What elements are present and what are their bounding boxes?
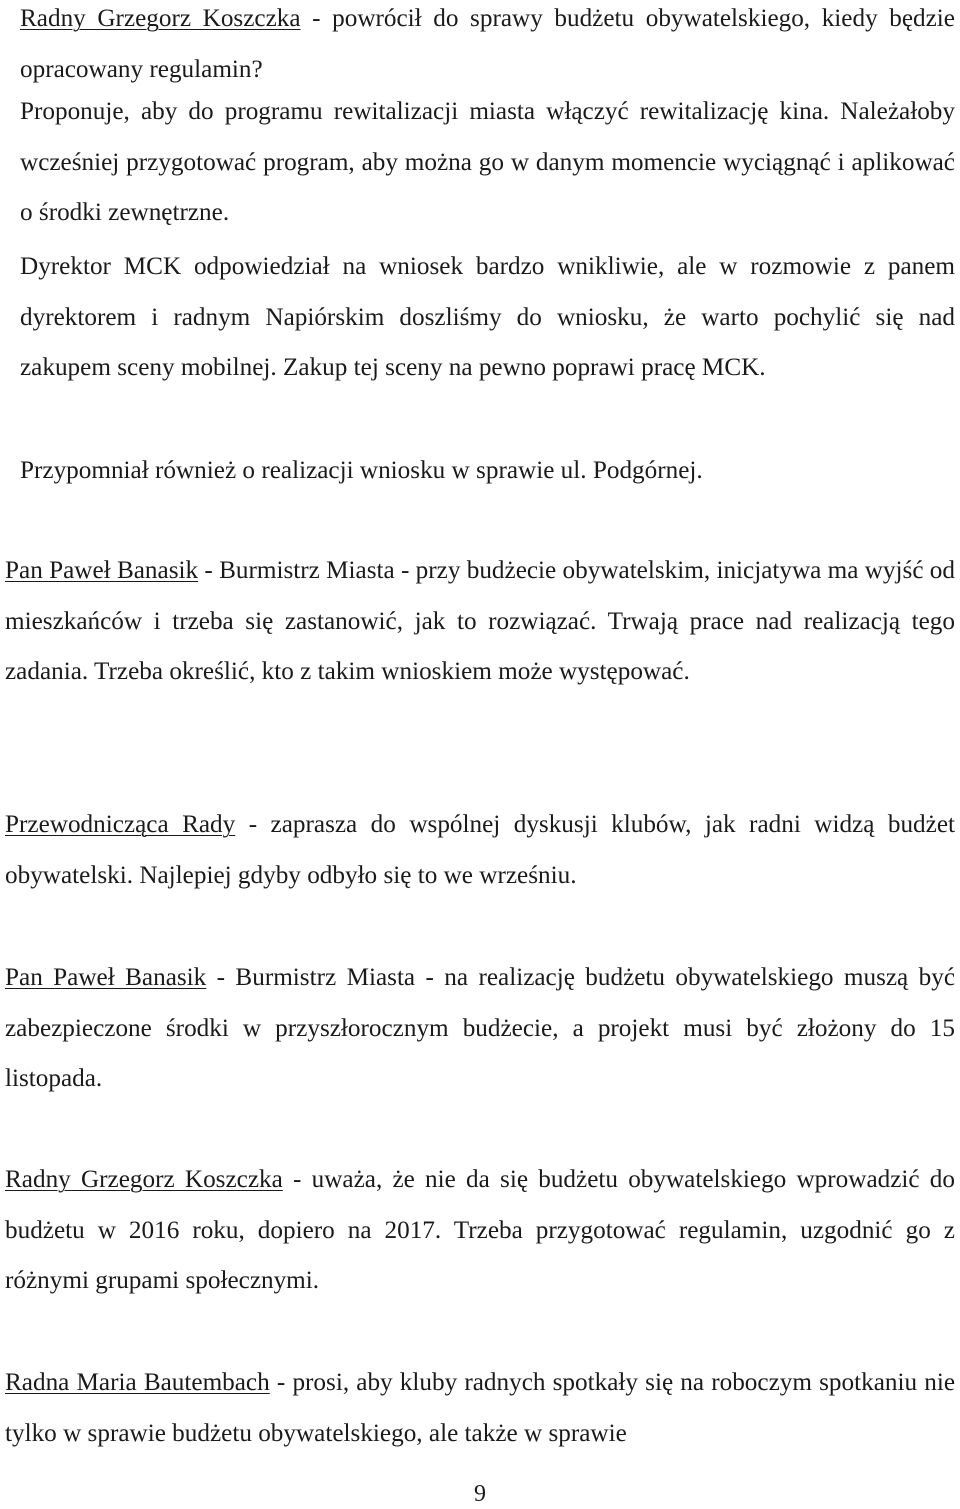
paragraph-text: - powrócił do sprawy budżetu obywatelskiego, kiedy będzie opracowany regulamin? <box>20 5 955 83</box>
paragraph-text: - uważa, że nie da się budżetu obywatelskiego wprowadzić do budżetu w 2016 roku, dopiero na 2017. Trzeba przygotować regulamin, uzgodnić go z różnymi grupami społecznymi. <box>5 1166 955 1295</box>
speaker-name: Radna Maria Bautembach <box>5 1369 270 1396</box>
speaker-name: Pan Paweł Banasik <box>5 557 199 584</box>
paragraph-text: Przypomniał również o realizacji wniosku w sprawie ul. Podgórnej. <box>20 457 703 484</box>
paragraph-text: - prosi, aby kluby radnych spotkały się na roboczym spotkaniu nie tylko w sprawie budżetu obywatelskiego, ale także w sprawie <box>5 1369 955 1447</box>
speaker-name: Pan Paweł Banasik <box>5 964 207 991</box>
paragraph <box>5 1358 955 1459</box>
paragraph-text: Proponuje, aby do programu rewitalizacji miasta włączyć rewitalizację kina. Należałoby wcześniej przygotować program, aby można go w danym momencie wyciągnąć i aplikować o środki zewnętrzne. <box>20 98 955 227</box>
paragraph-text: - Burmistrz Miasta - na realizację budżetu obywatelskiego muszą być zabezpieczone środki w przyszłorocznym budżecie, a projekt musi być złożony do 15 listopada. <box>5 964 955 1093</box>
paragraph <box>5 953 955 1105</box>
paragraph <box>20 242 955 394</box>
speaker-name: Przewodnicząca Rady <box>5 811 236 838</box>
paragraph <box>20 0 955 95</box>
paragraph <box>5 800 955 901</box>
paragraph-text: - zaprasza do wspólnej dyskusji klubów, jak radni widzą budżet obywatelski. Najlepiej gdyby odbyło się to we wrześniu. <box>5 811 955 889</box>
paragraph-text: - Burmistrz Miasta - przy budżecie obywatelskim, inicjatywa ma wyjść od mieszkańców i trzeba się zastanowić, jak to rozwiązać. Trwają prace nad realizacją tego zadania. Trzeba określić, kto z takim wnioskiem może występować. <box>5 557 955 686</box>
page-number: 9 <box>474 1481 486 1507</box>
speaker-name: Radny Grzegorz Koszczka <box>5 1166 283 1193</box>
paragraph-text: Dyrektor MCK odpowiedział na wniosek bardzo wnikliwie, ale w rozmowie z panem dyrektorem i radnym Napiórskim doszliśmy do wniosku, że warto pochylić się nad zakupem sceny mobilnej. Zakup tej sceny na pewno poprawi pracę MCK. <box>20 253 955 382</box>
paragraph <box>5 1155 955 1307</box>
paragraph <box>20 446 955 497</box>
speaker-name: Radny Grzegorz Koszczka <box>20 5 301 32</box>
paragraph <box>5 546 955 698</box>
paragraph <box>20 87 955 239</box>
